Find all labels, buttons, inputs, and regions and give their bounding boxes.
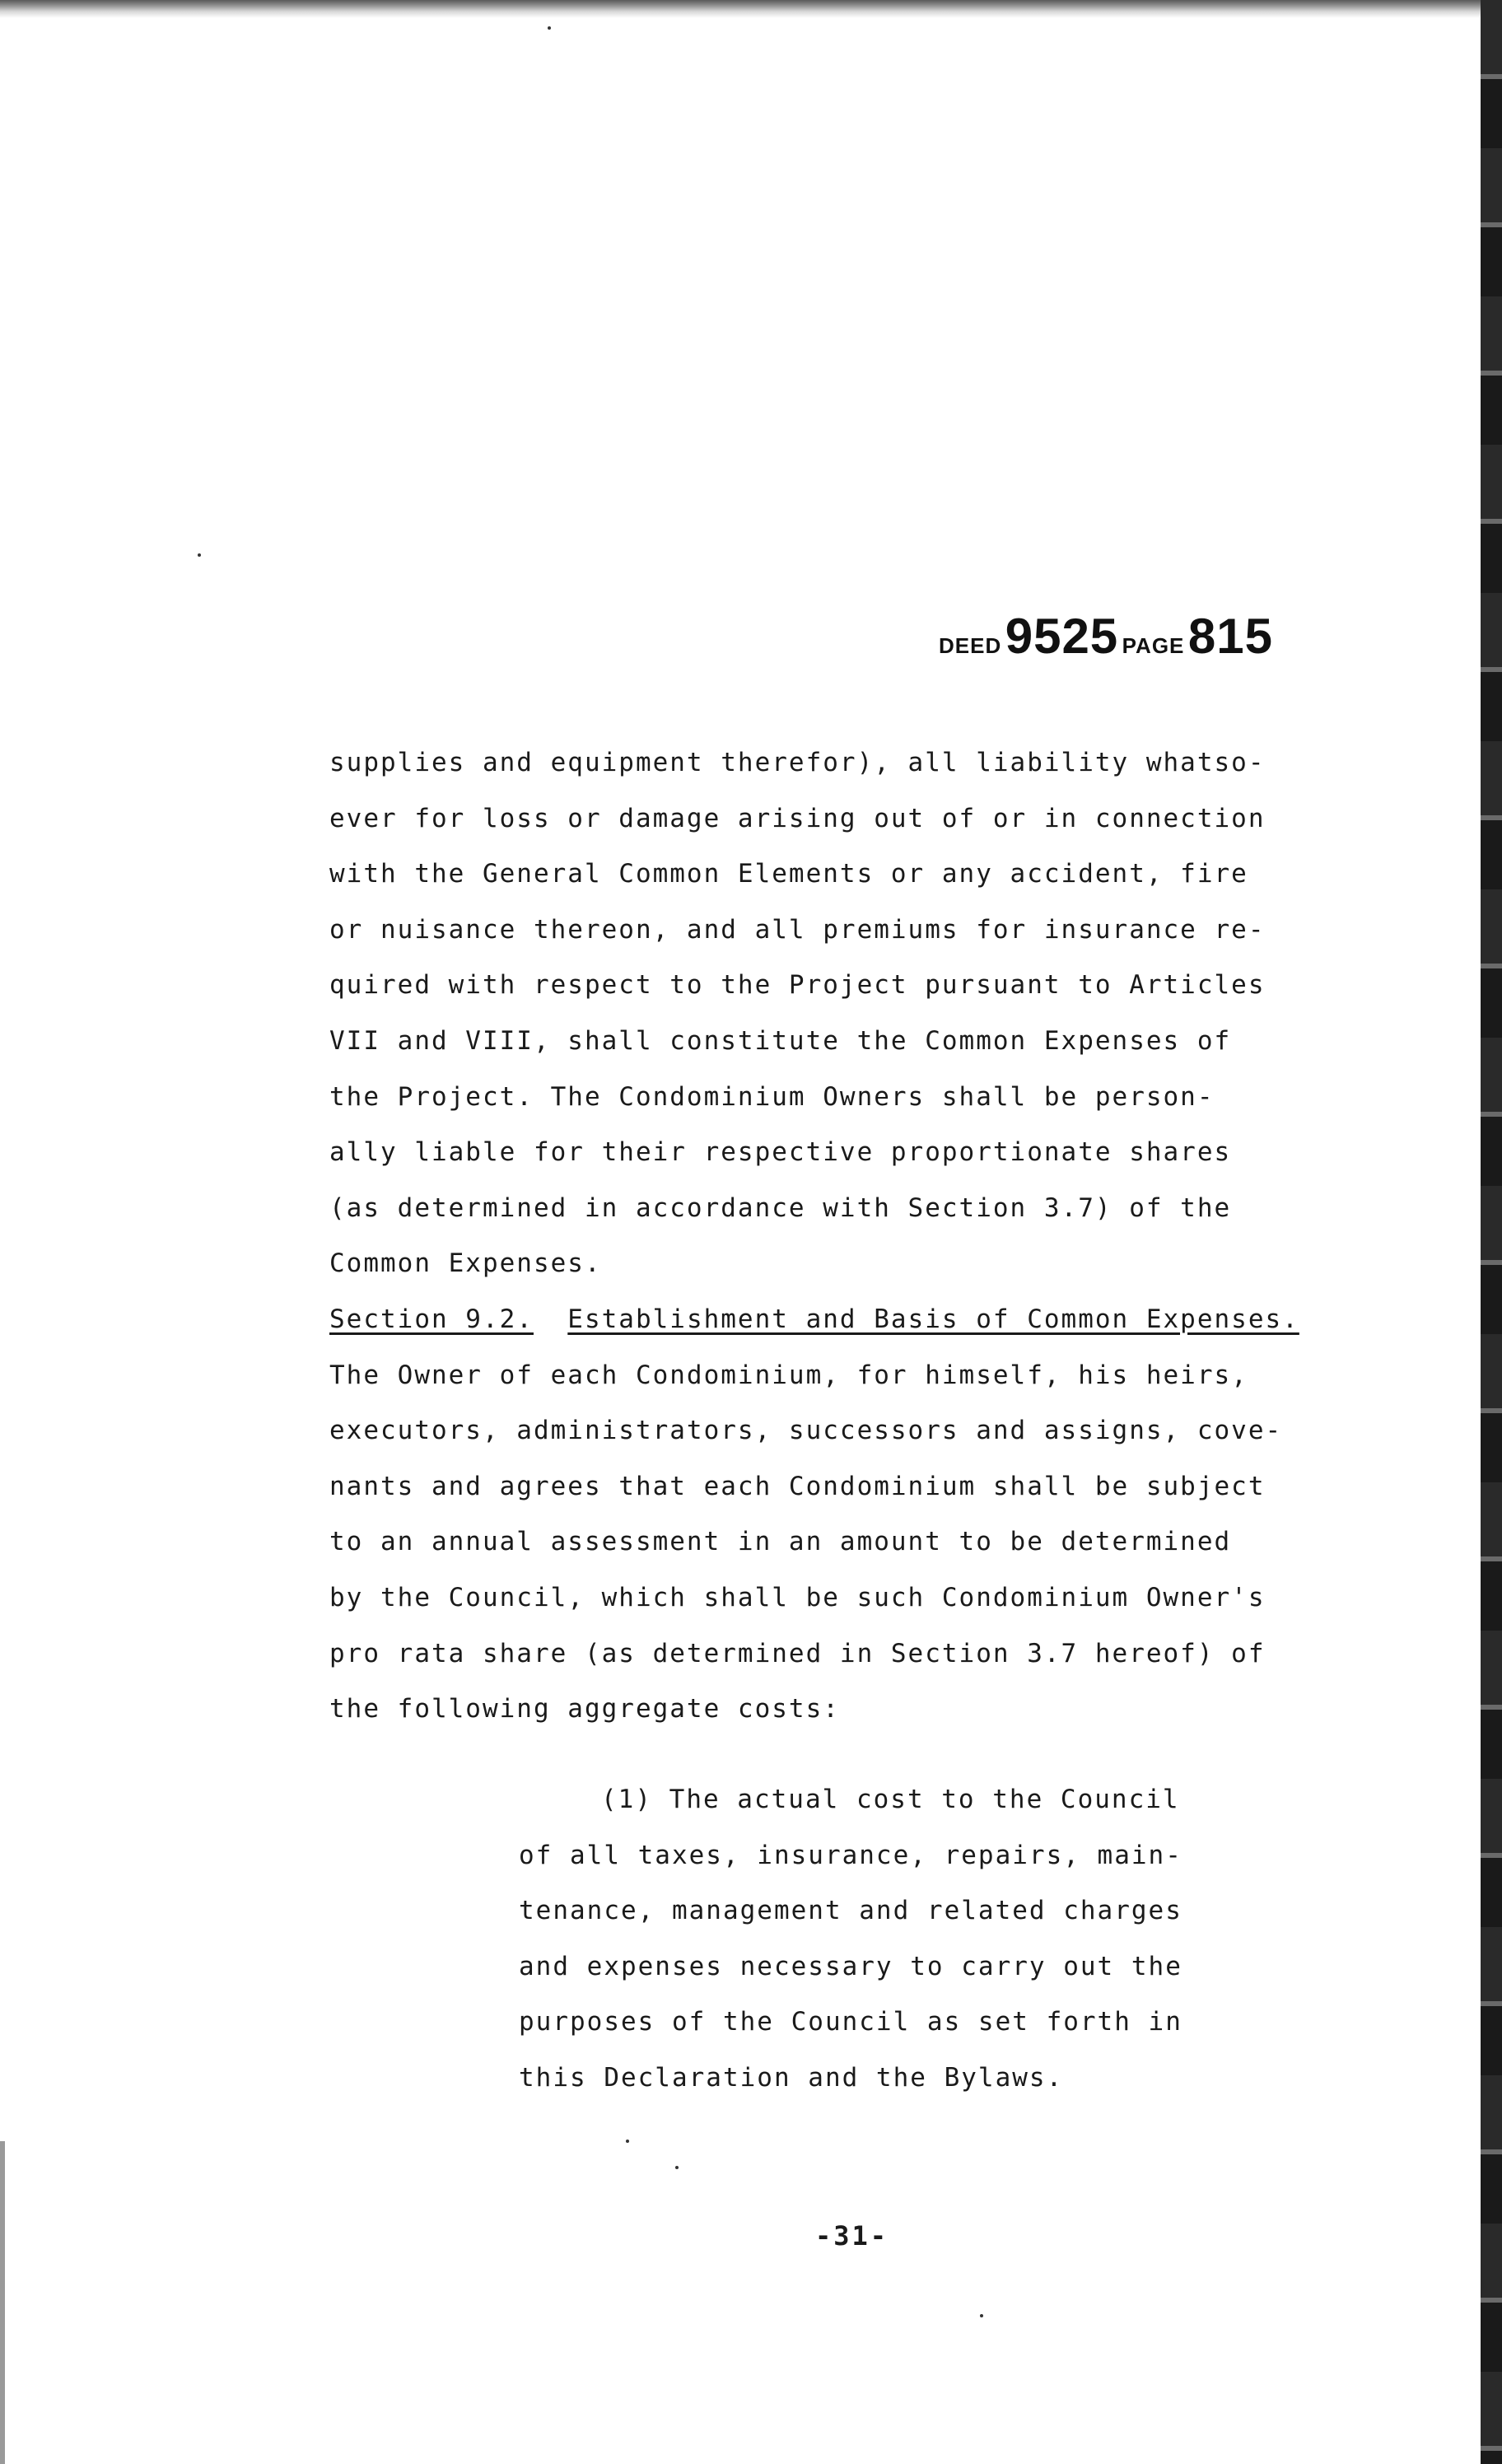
list-item-line: and expenses necessary to carry out the [519,1951,1182,1981]
list-item-line: (1) The actual cost to the Council [601,1785,1180,1814]
body-line: Common Expenses. [329,1248,602,1279]
section-title: Establishment and Basis of Common Expenses. [567,1304,1299,1334]
page-number: -31- [815,2220,889,2252]
list-item-line: tenance, management and related charges [519,1896,1182,1926]
body-line: the Project. The Condominium Owners shall be person- [329,1081,1215,1112]
list-item-line: of all taxes, insurance, repairs, main- [519,1840,1182,1870]
section-line: the following aggregate costs: [329,1694,840,1724]
section-line: pro rata share (as determined in Section 3.7 hereof) of [329,1638,1266,1668]
section-line: The Owner of each Condominium, for himself, his heirs, [329,1360,1248,1390]
body-line: supplies and equipment therefor), all liability whatso- [329,748,1266,777]
list-item-1 [519,1772,1260,2107]
list-item-line: this Declaration and the Bylaws. [519,2062,1064,2093]
scan-speck [198,553,201,557]
section-line: executors, administrators, successors and assigns, cove- [329,1416,1283,1446]
body-line: ally liable for their respective proportionate shares [329,1137,1232,1168]
scan-speck [548,26,551,30]
book-number: 9525 [1005,609,1119,664]
body-line: or nuisance thereon, and all premiums for insurance re- [329,914,1266,945]
section-line: nants and agrees that each Condominium shall be subject [329,1471,1266,1501]
body-line: VII and VIII, shall constitute the Common Expenses of [329,1025,1232,1056]
scan-speck [980,2314,983,2317]
document-body [329,735,1301,1738]
body-line: quired with respect to the Project pursuant to Articles [329,970,1266,1001]
list-item-line: purposes of the Council as set forth in [519,2007,1182,2037]
body-line: ever for loss or damage arising out of or in connection [329,803,1266,833]
scan-top-border [0,0,1502,18]
scan-speck [626,2140,629,2143]
page-label: PAGE [1122,633,1185,658]
body-line: (as determined in accordance with Section 3.7) of the [329,1192,1232,1223]
section-line: to an annual assessment in an amount to be determined [329,1527,1232,1557]
deed-book-page-reference [939,608,1273,665]
scan-right-border [1481,0,1502,2464]
page-reference: 815 [1187,609,1273,664]
book-label: DEED [939,633,1002,658]
scan-speck [675,2166,679,2169]
section-line: by the Council, which shall be such Condominium Owner's [329,1582,1266,1612]
section-number: Section 9.2. [329,1304,534,1334]
body-line: with the General Common Elements or any accident, fire [329,859,1248,889]
section-heading [329,1292,1301,1348]
scan-left-border [0,2141,5,2464]
